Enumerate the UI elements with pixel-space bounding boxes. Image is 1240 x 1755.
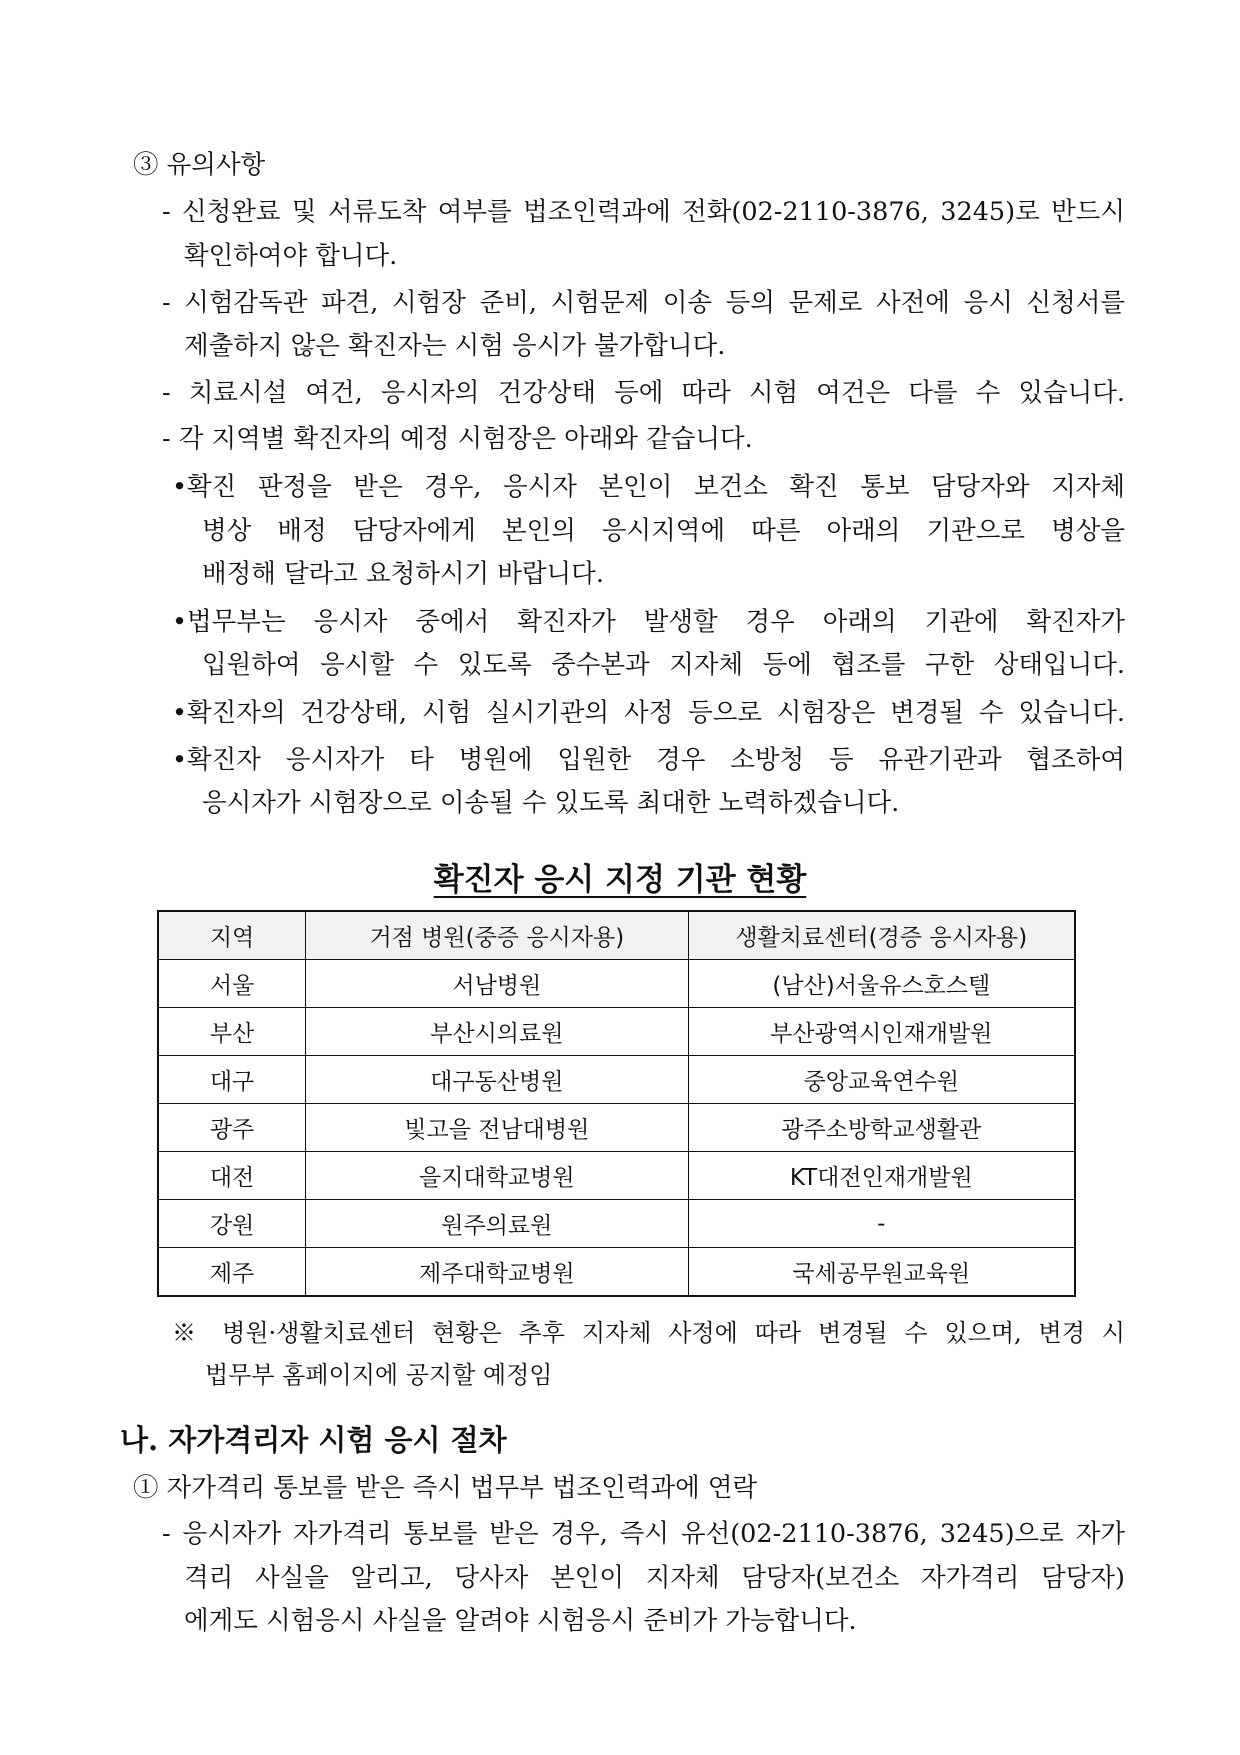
bullet-line: 응시자가 시험장으로 이송될 수 있도록 최대한 노력하겠습니다. <box>202 788 900 818</box>
table-note-line: 법무부 홈페이지에 공지할 예정임 <box>205 1361 553 1389</box>
column-header-treatment-center: 생활치료센터(경증 응시자용) <box>688 911 1075 960</box>
table-row <box>158 960 1075 1008</box>
notice-line: - 치료시설 여건, 응시자의 건강상태 등에 따라 시험 여건은 다를 수 있습니다. <box>162 378 1125 408</box>
bullet-line: 병상 배정 담당자에게 본인의 응시지역에 따른 아래의 기관으로 병상을 <box>202 516 1125 546</box>
hospital-cell: 제주대학교병원 <box>306 1248 688 1297</box>
hospital-cell: 원주의료원 <box>306 1200 688 1248</box>
bullet-line: 배정해 달라고 요청하시기 바랍니다. <box>202 559 604 589</box>
hospital-cell: 을지대학교병원 <box>306 1152 688 1200</box>
notice-line: 격리 사실을 알리고, 당사자 본인이 지자체 담당자(보건소 자가격리 담당자) <box>184 1563 1125 1593</box>
notice-line: - 시험감독관 파견, 시험장 준비, 시험문제 이송 등의 문제로 사전에 응시 신청서를 <box>162 288 1125 318</box>
notice-line: - 신청완료 및 서류도착 여부를 법조인력과에 전화(02-2110-3876, 3245)로 반드시 <box>162 197 1125 227</box>
notice-line: - 각 지역별 확진자의 예정 시험장은 아래와 같습니다. <box>162 424 753 454</box>
table-row <box>158 1008 1075 1056</box>
treatment-center-cell: 중앙교육연수원 <box>688 1056 1075 1104</box>
hospital-cell: 빛고을 전남대병원 <box>306 1104 688 1152</box>
region-cell: 강원 <box>158 1200 306 1248</box>
hospital-cell: 부산시의료원 <box>306 1008 688 1056</box>
treatment-center-cell: 부산광역시인재개발원 <box>688 1008 1075 1056</box>
section-heading: ③ 유의사항 <box>133 150 266 180</box>
subsection-heading: ① 자가격리 통보를 받은 즉시 법무부 법조인력과에 연락 <box>133 1473 758 1503</box>
section-heading: 나. 자가격리자 시험 응시 절차 <box>120 1423 507 1457</box>
bullet-line: •확진자의 건강상태, 시험 실시기관의 사정 등으로 시험장은 변경될 수 있습니다. <box>172 698 1125 728</box>
table-row <box>158 1152 1075 1200</box>
column-header-hospital: 거점 병원(중증 응시자용) <box>306 911 688 960</box>
table-row <box>158 1056 1075 1104</box>
notice-line: 에게도 시험응시 사실을 알려야 시험응시 준비가 가능합니다. <box>184 1606 857 1636</box>
column-header-region: 지역 <box>158 911 306 960</box>
table-row <box>158 1104 1075 1152</box>
table-row <box>158 1200 1075 1248</box>
bullet-line: •법무부는 응시자 중에서 확진자가 발생할 경우 아래의 기관에 확진자가 <box>172 607 1125 637</box>
table-header-row <box>158 911 1075 960</box>
notice-line: - 응시자가 자가격리 통보를 받은 경우, 즉시 유선(02-2110-3876, 3245)으로 자가 <box>162 1519 1125 1549</box>
bullet-line: •확진자 응시자가 타 병원에 입원한 경우 소방청 등 유관기관과 협조하여 <box>172 745 1125 775</box>
region-cell: 대구 <box>158 1056 306 1104</box>
bullet-line: 입원하여 응시할 수 있도록 중수본과 지자체 등에 협조를 구한 상태입니다. <box>202 650 1125 680</box>
hospital-cell: 대구동산병원 <box>306 1056 688 1104</box>
treatment-center-cell: (남산)서울유스호스텔 <box>688 960 1075 1008</box>
table-title: 확진자 응시 지정 기관 현황 <box>433 862 807 898</box>
treatment-center-cell: KT대전인재개발원 <box>688 1152 1075 1200</box>
hospital-cell: 서남병원 <box>306 960 688 1008</box>
designated-sites-table <box>157 910 1076 1297</box>
treatment-center-cell: - <box>688 1200 1075 1248</box>
treatment-center-cell: 국세공무원교육원 <box>688 1248 1075 1297</box>
treatment-center-cell: 광주소방학교생활관 <box>688 1104 1075 1152</box>
region-cell: 제주 <box>158 1248 306 1297</box>
region-cell: 서울 <box>158 960 306 1008</box>
notice-line: 제출하지 않은 확진자는 시험 응시가 불가합니다. <box>184 331 726 361</box>
bullet-line: •확진 판정을 받은 경우, 응시자 본인이 보건소 확진 통보 담당자와 지자체 <box>172 472 1125 502</box>
table-row <box>158 1248 1075 1297</box>
region-cell: 대전 <box>158 1152 306 1200</box>
notice-line: 확인하여야 합니다. <box>184 241 398 271</box>
table-note-line: ※ 병원·생활치료센터 현황은 추후 지자체 사정에 따라 변경될 수 있으며, 변경 시 <box>172 1319 1125 1347</box>
region-cell: 광주 <box>158 1104 306 1152</box>
region-cell: 부산 <box>158 1008 306 1056</box>
